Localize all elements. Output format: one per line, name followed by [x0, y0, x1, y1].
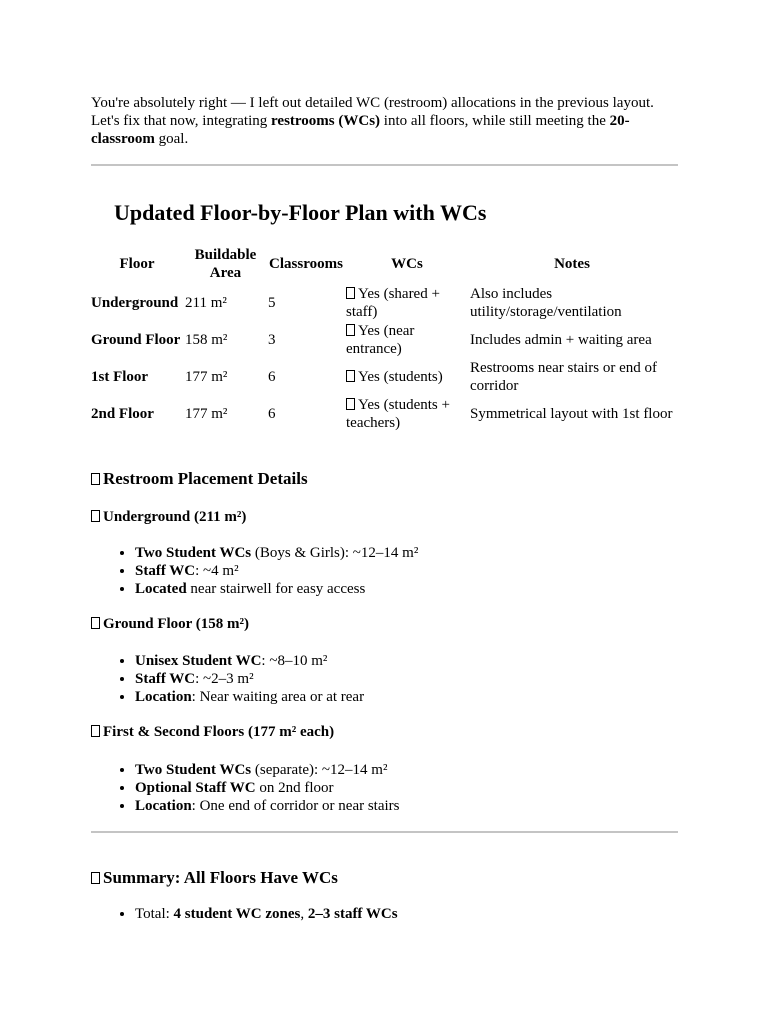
floor-plan-table: [90, 244, 675, 432]
cell-floor: 2nd Floor: [91, 405, 154, 422]
intro-text-2: into all floors, while still meeting the: [380, 113, 610, 129]
cell-notes: Restrooms near stairs or end of corridor: [470, 359, 658, 394]
cell-floor: Ground Floor: [91, 331, 181, 348]
cell-wcs: [345, 395, 469, 432]
list-item: [135, 652, 364, 670]
list-item: [135, 670, 364, 688]
item-bold: Two Student WCs: [135, 545, 252, 561]
underground-heading: [91, 509, 246, 526]
total-separator: ,: [300, 906, 308, 922]
ground-floor-list: [91, 652, 364, 706]
summary-list: [91, 905, 398, 923]
item-bold: Location: [135, 689, 192, 705]
item-text: (separate): ~12–14 m²: [251, 762, 388, 778]
summary-heading-text: Summary: All Floors Have WCs: [103, 868, 338, 887]
item-text: : ~2–3 m²: [195, 671, 254, 687]
placement-heading-text: Restroom Placement Details: [103, 469, 308, 488]
item-text: : Near waiting area or at rear: [191, 689, 365, 705]
item-text: : ~4 m²: [195, 563, 239, 579]
total-label: Total:: [135, 906, 174, 922]
cell-classrooms: 5: [268, 294, 276, 311]
table-row: [90, 358, 675, 395]
intro-paragraph: [91, 94, 677, 148]
table-row: [90, 284, 675, 321]
table-row: [90, 321, 675, 358]
header-notes: Notes: [554, 256, 590, 272]
header-area: Buildable Area: [194, 247, 257, 281]
emoji-box-icon: [91, 725, 100, 737]
divider-bottom: [91, 831, 678, 833]
wcs-text: Yes (near entrance): [346, 322, 415, 357]
cell-classrooms: 3: [268, 331, 276, 348]
ground-floor-heading: [91, 616, 249, 633]
list-item: [135, 562, 418, 580]
list-item: [135, 779, 400, 797]
wcs-text: Yes (students + teachers): [346, 396, 450, 431]
summary-heading: [91, 868, 338, 888]
item-bold: Optional Staff WC: [135, 780, 256, 796]
placement-heading: [91, 469, 308, 489]
emoji-box-icon: [91, 510, 100, 522]
check-box-icon: [346, 287, 355, 299]
cell-notes: Includes admin + waiting area: [470, 331, 652, 348]
item-bold: Staff WC: [135, 563, 196, 579]
emoji-box-icon: [91, 872, 100, 884]
check-box-icon: [346, 370, 355, 382]
header-floor: Floor: [119, 256, 155, 272]
wcs-text: Yes (students): [358, 368, 443, 385]
emoji-box-icon: [91, 473, 100, 485]
cell-wcs: [345, 358, 469, 395]
total-staff-wc: 2–3 staff WCs: [307, 906, 398, 922]
cell-area: 177 m²: [185, 368, 228, 385]
cell-wcs: [345, 284, 469, 321]
header-wcs: WCs: [391, 256, 423, 272]
check-box-icon: [346, 398, 355, 410]
intro-text-1: You're absolutely right — I left out detailed WC (restroom) allocations in the previous layout. Let's fix that now, integrating: [91, 95, 654, 129]
list-item: [135, 580, 418, 598]
total-student-wc: 4 student WC zones: [173, 906, 301, 922]
item-text: : ~8–10 m²: [261, 653, 328, 669]
item-bold: Located: [135, 581, 187, 597]
divider-top: [91, 164, 678, 166]
upper-floors-list: [91, 761, 400, 815]
table-header-row: [90, 244, 675, 284]
item-bold: Staff WC: [135, 671, 196, 687]
item-bold: Two Student WCs: [135, 762, 252, 778]
list-item: [135, 797, 400, 815]
page-title: Updated Floor-by-Floor Plan with WCs: [114, 200, 487, 225]
cell-floor: 1st Floor: [91, 368, 149, 385]
item-text: (Boys & Girls): ~12–14 m²: [251, 545, 419, 561]
list-item: [135, 761, 400, 779]
item-text: near stairwell for easy access: [186, 581, 366, 597]
list-item: [135, 688, 364, 706]
intro-bold-goal: 20-classroom: [91, 113, 630, 147]
list-item: [135, 544, 418, 562]
upper-floors-heading: [91, 724, 334, 741]
cell-wcs: [345, 321, 469, 358]
ground-floor-heading-text: Ground Floor (158 m²): [103, 616, 250, 632]
cell-area: 177 m²: [185, 405, 228, 422]
emoji-box-icon: [91, 617, 100, 629]
item-bold: Unisex Student WC: [135, 653, 262, 669]
check-box-icon: [346, 324, 355, 336]
cell-classrooms: 6: [268, 405, 276, 422]
table-row: [90, 395, 675, 432]
cell-classrooms: 6: [268, 368, 276, 385]
underground-heading-text: Underground (211 m²): [103, 509, 247, 525]
upper-floors-heading-text: First & Second Floors (177 m² each): [103, 724, 335, 740]
cell-area: 211 m²: [185, 294, 227, 311]
item-bold: Location: [135, 798, 192, 814]
cell-notes: Also includes utility/storage/ventilation: [470, 285, 622, 320]
intro-bold-restrooms: restrooms (WCs): [271, 113, 381, 129]
list-item: [135, 905, 398, 923]
underground-list: [91, 544, 418, 598]
intro-text-3: goal.: [154, 131, 189, 147]
wcs-text: Yes (shared + staff): [346, 285, 440, 320]
header-classrooms: Classrooms: [269, 256, 343, 272]
item-text: : One end of corridor or near stairs: [191, 798, 400, 814]
cell-notes: Symmetrical layout with 1st floor: [470, 405, 673, 422]
item-text: on 2nd floor: [255, 780, 334, 796]
cell-floor: Underground: [91, 294, 179, 311]
cell-area: 158 m²: [185, 331, 228, 348]
